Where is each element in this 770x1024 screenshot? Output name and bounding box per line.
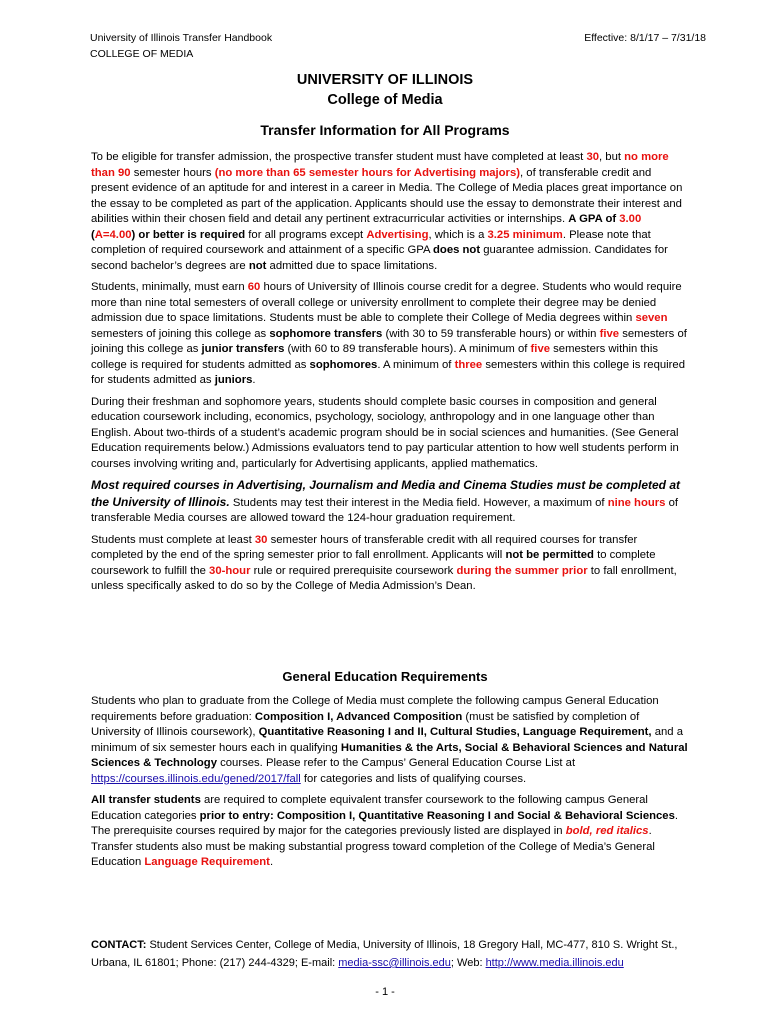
paragraph-required-courses: Most required courses in Advertising, Journalism and Media and Cinema Studies must be completed at the University of Illinois. Students may test their interest in the Media field. However, a maximum of nine hours of transferable Media courses are allowed toward the 124-hour graduation requirement. bbox=[91, 478, 681, 524]
page-number: - 1 - bbox=[375, 986, 395, 998]
contact-line-2: Urbana, IL 61801; Phone: (217) 244-4329; E-mail: media-ssc@illinois.edu; Web: http://www.media.illinois.edu bbox=[91, 957, 624, 969]
gened-text bbox=[91, 694, 688, 877]
paragraph-gened-requirements: Students who plan to graduate from the College of Media must complete the following campus General Education requirements before graduation: Composition I, Advanced Composition (must be satisfied by completion of University of Illinois coursework), Quantitative Reasoning I and II, Cultural Studies, Language Requirement, and a minimum of six semester hours each in qualifying Humanities & the Arts, Social & Behavioral Sciences and Natural Sciences & Technology courses. Please refer to the Campus’ General Education Course List at https://courses.illinois.edu/gened/2017/fall for categories and lists of qualifying courses. bbox=[91, 695, 688, 785]
paragraph-freshman-sophomore: During their freshman and sophomore years, students should complete basic courses in composition and general education coursework including, economics, psychology, sociology, anthropology and in one language other than English. About two-thirds of a student’s academic program should be in social sciences and humanities. (See General Education requirements below.) Admissions evaluators tend to pay particular attention to how well students perform in courses involving writing and, particularly for Advertising applicants, applied mathematics. bbox=[91, 395, 679, 470]
header-left bbox=[90, 30, 272, 62]
paragraph-transfer-students: All transfer students are required to complete equivalent transfer coursework to the following campus General Education categories prior to entry: Composition I, Quantitative Reasoning I and Social & Behavioral Sciences. The prerequisite courses required by major for the categories previously listed are displayed in bold, red italics. Transfer students also must be making substantial progress toward completion of the College of Media’s General Education Language Requirement. bbox=[91, 794, 678, 868]
university-title: UNIVERSITY OF ILLINOIS bbox=[296, 72, 474, 88]
email-link[interactable]: media-ssc@illinois.edu bbox=[338, 957, 451, 969]
college-title: College of Media bbox=[327, 92, 443, 108]
section-title: Transfer Information for All Programs bbox=[260, 122, 510, 138]
college-name: COLLEGE OF MEDIA bbox=[90, 48, 194, 60]
main-text bbox=[91, 150, 688, 601]
handbook-title: University of Illinois Transfer Handbook bbox=[90, 32, 273, 44]
contact-line-1: CONTACT: Student Services Center, College of Media, University of Illinois, 18 Gregory Hall, MC-477, 810 S. Wright St., bbox=[91, 939, 678, 951]
paragraph-transfer-credit: Students must complete at least 30 semester hours of transferable credit with all required courses for transfer completed by the end of the spring semester prior to fall enrollment. Applicants will not be permitted to complete coursework to fulfill the 30-hour rule or required prerequisite coursework during the summer prior to fall enrollment, unless specifically asked to do so by the College of Media Admission’s Dean. bbox=[91, 533, 677, 592]
paragraph-credit-hours: Students, minimally, must earn 60 hours of University of Illinois course credit for a degree. Students who would require more than nine total semesters of overall college or university enrollment to complete their degree may be denied admission due to space limitations. Students must be able to complete their College of Media degrees within seven semesters of joining this college as sophomore transfers (with 30 to 59 transferable hours) or within five semesters of joining this college as junior transfers (with 60 to 89 transferable hours). A minimum of five semesters within this college is required for students admitted as sophomores. A minimum of three semesters within this college is required for students admitted as juniors. bbox=[91, 281, 687, 386]
gened-section-title: General Education Requirements bbox=[282, 669, 488, 684]
gened-course-list-link[interactable]: https://courses.illinois.edu/gened/2017/fall bbox=[91, 772, 301, 785]
contact-block bbox=[91, 936, 711, 972]
effective-date: Effective: 8/1/17 – 7/31/18 bbox=[584, 32, 706, 44]
paragraph-eligibility: To be eligible for transfer admission, the prospective transfer student must have completed at least 30, but no more than 90 semester hours (no more than 65 semester hours for Advertising majors), of transferable credit and present evidence of an aptitude for and interest in a career in Media. The College of Media places great importance on the essay to be completed as part of the application. Applicants should use the essay to demonstrate their interest and abilities within their chosen field and detail any pertinent extracurricular activities or internships. A GPA of 3.00 (A=4.00) or better is required for all programs except Advertising, which is a 3.25 minimum. Please note that completion of required coursework and attainment of a specific GPA does not guarantee admission. Candidates for second bachelor’s degrees are not admitted due to space limitations. bbox=[91, 151, 683, 272]
website-link[interactable]: http://www.media.illinois.edu bbox=[485, 957, 624, 969]
contact-label: CONTACT: bbox=[91, 939, 147, 951]
